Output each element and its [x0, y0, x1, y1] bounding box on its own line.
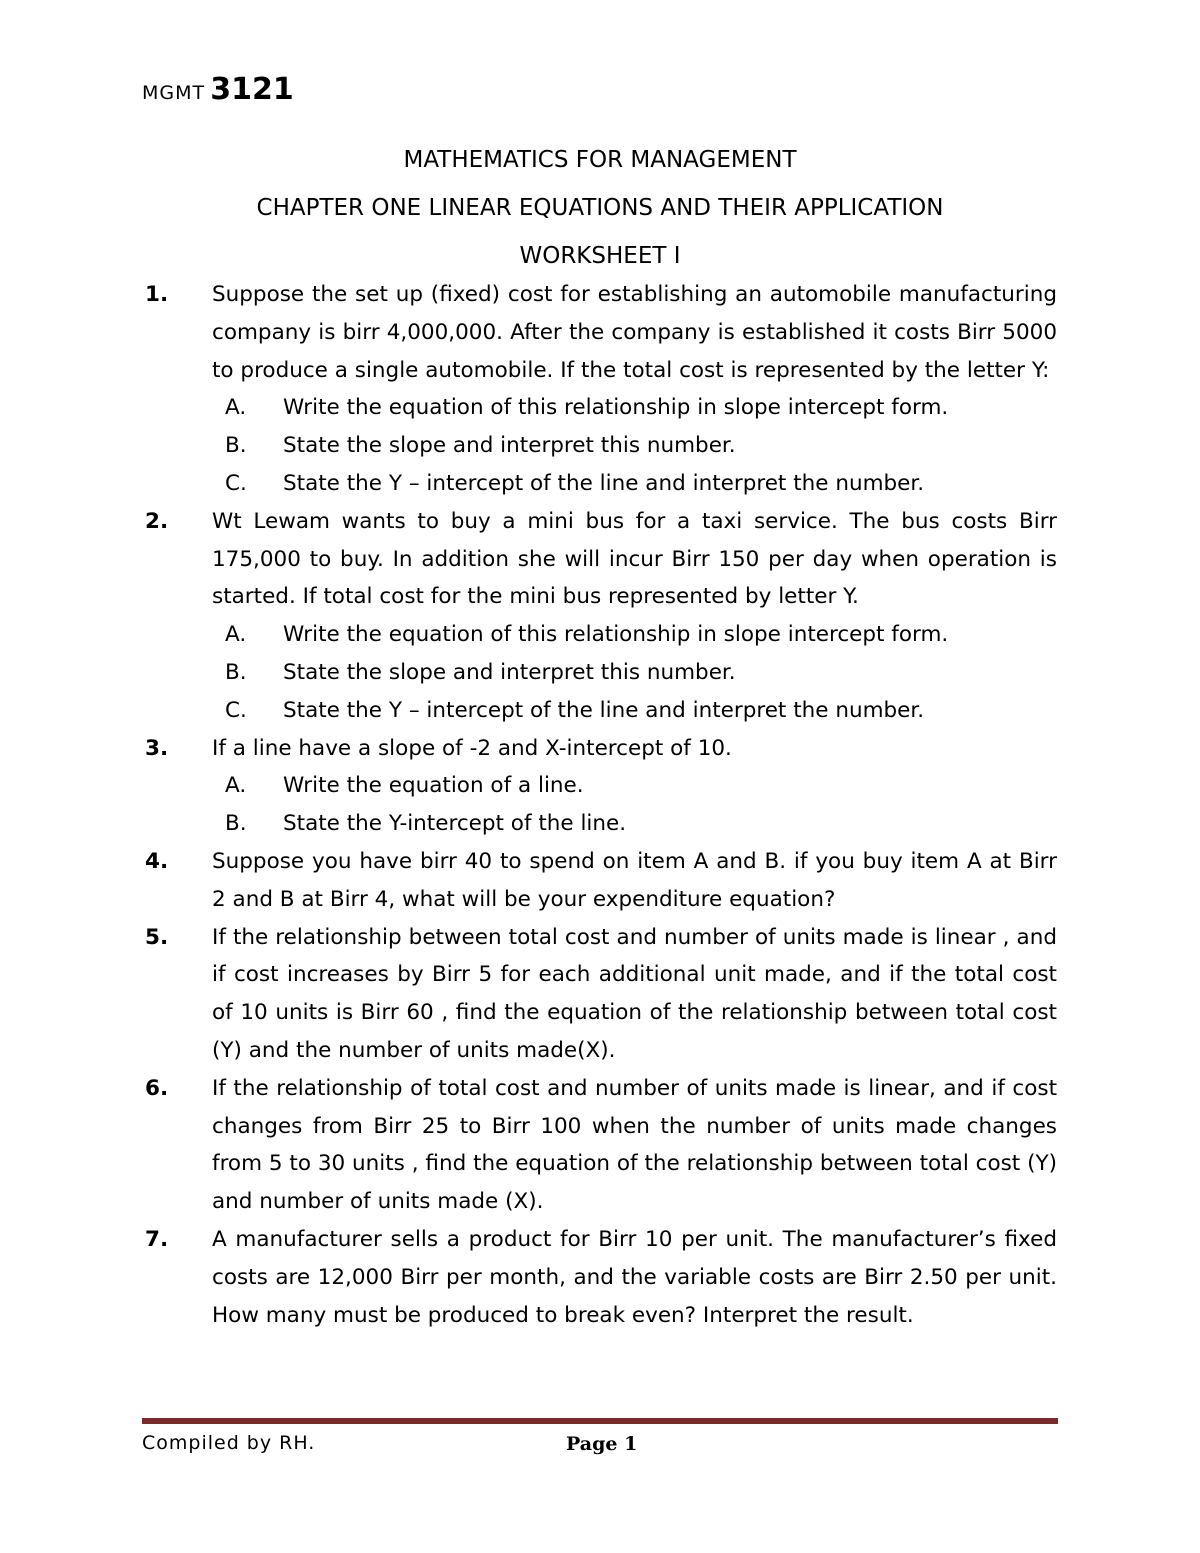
question-text: Wt Lewam wants to buy a mini bus for a taxi service. The bus costs Birr 175,000 to buy. In addition she will incur Birr 150 per day when operation is started. If total cost for the mini bus represented by letter Y.	[212, 508, 1057, 610]
sub-text: State the Y – intercept of the line and interpret the number.	[283, 697, 925, 723]
sub-letter: B.	[225, 433, 247, 459]
chapter-title: CHAPTER ONE LINEAR EQUATIONS AND THEIR APPLICATION	[256, 195, 944, 221]
sub-question	[212, 389, 1057, 427]
question-text: If the relationship of total cost and number of units made is linear, and if cost changes from Birr 25 to Birr 100 when the number of units made changes from 5 to 30 units , find the equation of the relationship between total cost (Y) and number of units made (X).	[212, 1075, 1057, 1215]
sub-letter: B.	[225, 811, 247, 837]
footer-divider	[142, 1418, 1058, 1424]
question-text: If the relationship between total cost and number of units made is linear , and if cost increases by Birr 5 for each additional unit made, and if the total cost of 10 units is Birr 60 , find the equation of the relationship between total cost (Y) and the number of units made(X).	[212, 924, 1057, 1063]
question-text: Suppose you have birr 40 to spend on item A and B. if you buy item A at Birr 2 and B at Birr 4, what will be your expenditure equation?	[212, 848, 1057, 912]
question-4	[145, 843, 1057, 919]
title-block	[0, 146, 1200, 290]
question-5	[145, 919, 1057, 1070]
page-number: Page 1	[566, 1433, 638, 1455]
sub-text: Write the equation of this relationship in slope intercept form.	[283, 622, 949, 648]
sub-question	[212, 767, 1057, 805]
sub-question	[212, 427, 1057, 465]
question-2	[145, 503, 1057, 730]
sub-letter: A.	[225, 395, 247, 421]
question-text: A manufacturer sells a product for Birr 10 per unit. The manufacturer’s fixed costs are 12,000 Birr per month, and the variable costs are Birr 2.50 per unit. How many must be produced to break even? Interpret the result.	[212, 1226, 1057, 1328]
question-number: 5.	[145, 924, 169, 950]
question-3	[145, 730, 1057, 843]
subject-title: MATHEMATICS FOR MANAGEMENT	[403, 147, 797, 173]
sub-text: Write the equation of this relationship in slope intercept form.	[283, 395, 949, 421]
question-number: 6.	[145, 1075, 169, 1101]
sub-letter: C.	[225, 470, 247, 496]
question-text: Suppose the set up (fixed) cost for establishing an automobile manufacturing company is birr 4,000,000. After the company is established it costs Birr 5000 to produce a single automobile. If the total cost is represented by the letter Y:	[212, 282, 1057, 383]
sub-text: State the Y – intercept of the line and interpret the number.	[283, 470, 925, 496]
question-6	[145, 1070, 1057, 1221]
question-number: 7.	[145, 1226, 169, 1252]
sub-letter: A.	[225, 773, 247, 799]
question-1	[145, 276, 1057, 503]
course-code	[142, 72, 294, 107]
sub-letter: C.	[225, 697, 247, 723]
question-7	[145, 1221, 1057, 1334]
question-number: 2.	[145, 508, 169, 534]
sub-text: State the Y-intercept of the line.	[283, 811, 627, 837]
sub-letter: A.	[225, 622, 247, 648]
sub-question	[212, 465, 1057, 503]
sub-question	[212, 805, 1057, 843]
sub-text: State the slope and interpret this number.	[283, 433, 736, 459]
sub-letter: B.	[225, 659, 247, 685]
question-text: If a line have a slope of -2 and X-intercept of 10.	[212, 735, 732, 761]
sub-question	[212, 616, 1057, 654]
worksheet-title: WORKSHEET I	[519, 243, 681, 269]
course-number: 3121	[210, 72, 294, 107]
question-number: 4.	[145, 848, 169, 874]
question-number: 1.	[145, 282, 169, 307]
sub-text: State the slope and interpret this number.	[283, 659, 736, 685]
sub-text: Write the equation of a line.	[283, 773, 584, 799]
sub-question	[212, 654, 1057, 692]
sub-question	[212, 692, 1057, 730]
question-list	[145, 276, 1057, 1334]
question-number: 3.	[145, 735, 169, 761]
course-prefix: MGMT	[142, 82, 206, 104]
compiled-by: Compiled by RH.	[142, 1432, 316, 1454]
